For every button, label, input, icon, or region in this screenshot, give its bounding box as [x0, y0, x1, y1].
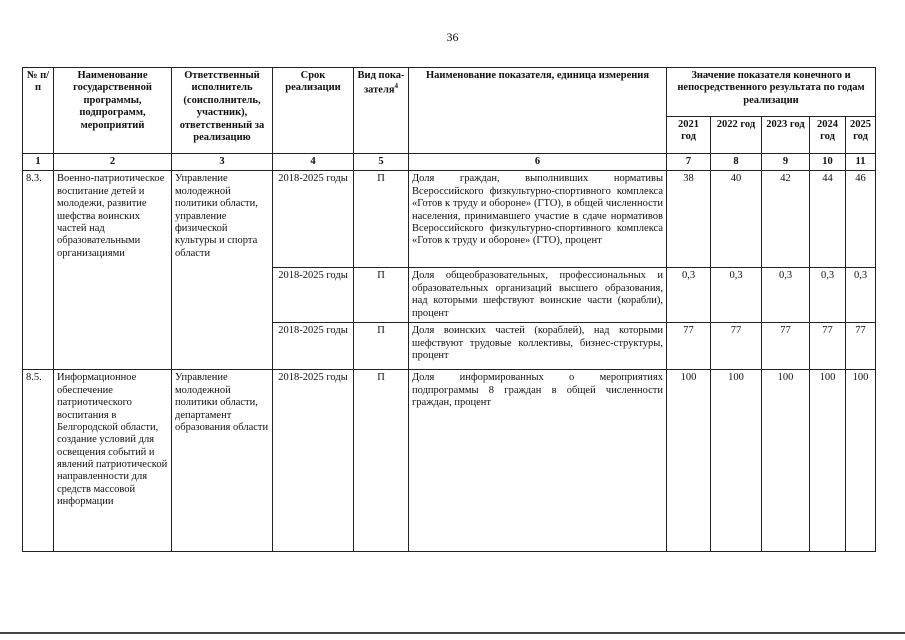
- header-period: Срок реализации: [273, 68, 354, 154]
- column-number: 11: [846, 154, 876, 171]
- value-2025: 0,3: [846, 268, 876, 323]
- footnote-marker: 4: [394, 82, 399, 91]
- indicator-name: Доля воинских частей (кораблей), над которыми шефствуют трудовые коллективы, бизнес-структуры, процент: [409, 323, 667, 370]
- indicator-name: Доля граждан, выполнивших нормативы Всероссийского физкультурно-спортивного комплекса «Готов к труду и обороне» (ГТО), в общей численности населения, принимавшего участие в сдаче нормативов Всероссийского физкультурно-спортивного комплекса «Готов к труду и обороне» (ГТО), процент: [409, 171, 667, 268]
- indicator-type: П: [354, 370, 409, 552]
- table-row: [23, 370, 876, 552]
- indicator-type: П: [354, 171, 409, 268]
- period: 2018-2025 годы: [273, 370, 354, 552]
- column-number-row: [23, 154, 876, 171]
- header-responsible: Ответственный исполнитель (соисполнитель, участник), ответственный за реализацию: [172, 68, 273, 154]
- table-row: [23, 171, 876, 268]
- header-indicator-type: [354, 68, 409, 154]
- header-year: 2024 год: [810, 117, 846, 154]
- value-2021: 100: [667, 370, 711, 552]
- column-number: 6: [409, 154, 667, 171]
- header-year: 2025 год: [846, 117, 876, 154]
- activity-name: Военно-патриотическое воспитание детей и молодежи, развитие шефства воинских частей над образовательными организациями: [54, 171, 172, 370]
- value-2025: 77: [846, 323, 876, 370]
- header-program-name: Наименование государственной программы, подпрограмм, мероприятий: [54, 68, 172, 154]
- column-number: 4: [273, 154, 354, 171]
- value-2021: 0,3: [667, 268, 711, 323]
- value-2022: 77: [711, 323, 762, 370]
- value-2021: 38: [667, 171, 711, 268]
- scan-bottom-edge: [0, 632, 905, 634]
- program-indicators-table: [22, 67, 876, 552]
- value-2024: 100: [810, 370, 846, 552]
- header-year: 2021 год: [667, 117, 711, 154]
- column-number: 10: [810, 154, 846, 171]
- value-2023: 77: [762, 323, 810, 370]
- value-2023: 100: [762, 370, 810, 552]
- column-number: 1: [23, 154, 54, 171]
- indicator-name: Доля общеобразовательных, профессиональных и образовательных организаций высшего образования, над которыми шефствуют воинские части (корабли), процент: [409, 268, 667, 323]
- column-number: 3: [172, 154, 273, 171]
- indicator-type: П: [354, 323, 409, 370]
- row-number: 8.5.: [23, 370, 54, 552]
- header-year: 2023 год: [762, 117, 810, 154]
- value-2023: 42: [762, 171, 810, 268]
- value-2024: 77: [810, 323, 846, 370]
- column-number: 5: [354, 154, 409, 171]
- column-number: 7: [667, 154, 711, 171]
- header-indicator-type-text: Вид пока-зателя: [357, 70, 405, 96]
- indicator-name: Доля информированных о мероприятиях подпрограммы 8 граждан в общей численности граждан, процент: [409, 370, 667, 552]
- header-indicator-name: Наименование показателя, единица измерения: [409, 68, 667, 154]
- value-2024: 44: [810, 171, 846, 268]
- period: 2018-2025 годы: [273, 171, 354, 268]
- period: 2018-2025 годы: [273, 268, 354, 323]
- activity-name: Информационное обеспечение патриотического воспитания в Белгородской области, создание условий для освещения событий и явлений патриотической направленности для средств массовой информации: [54, 370, 172, 552]
- column-number: 9: [762, 154, 810, 171]
- header-values-group: Значение показателя конечного и непосредственного результата по годам реализации: [667, 68, 876, 117]
- period: 2018-2025 годы: [273, 323, 354, 370]
- page-number: 36: [446, 30, 459, 44]
- value-2025: 100: [846, 370, 876, 552]
- responsible-executor: Управление молодежной политики области, департамент образования области: [172, 370, 273, 552]
- header-num: № п/п: [23, 68, 54, 154]
- header-year: 2022 год: [711, 117, 762, 154]
- indicator-type: П: [354, 268, 409, 323]
- responsible-executor: Управление молодежной политики области, управление физической культуры и спорта области: [172, 171, 273, 370]
- value-2022: 100: [711, 370, 762, 552]
- column-number: 2: [54, 154, 172, 171]
- column-number: 8: [711, 154, 762, 171]
- value-2021: 77: [667, 323, 711, 370]
- value-2025: 46: [846, 171, 876, 268]
- value-2024: 0,3: [810, 268, 846, 323]
- value-2022: 0,3: [711, 268, 762, 323]
- row-number: 8.3.: [23, 171, 54, 370]
- value-2023: 0,3: [762, 268, 810, 323]
- value-2022: 40: [711, 171, 762, 268]
